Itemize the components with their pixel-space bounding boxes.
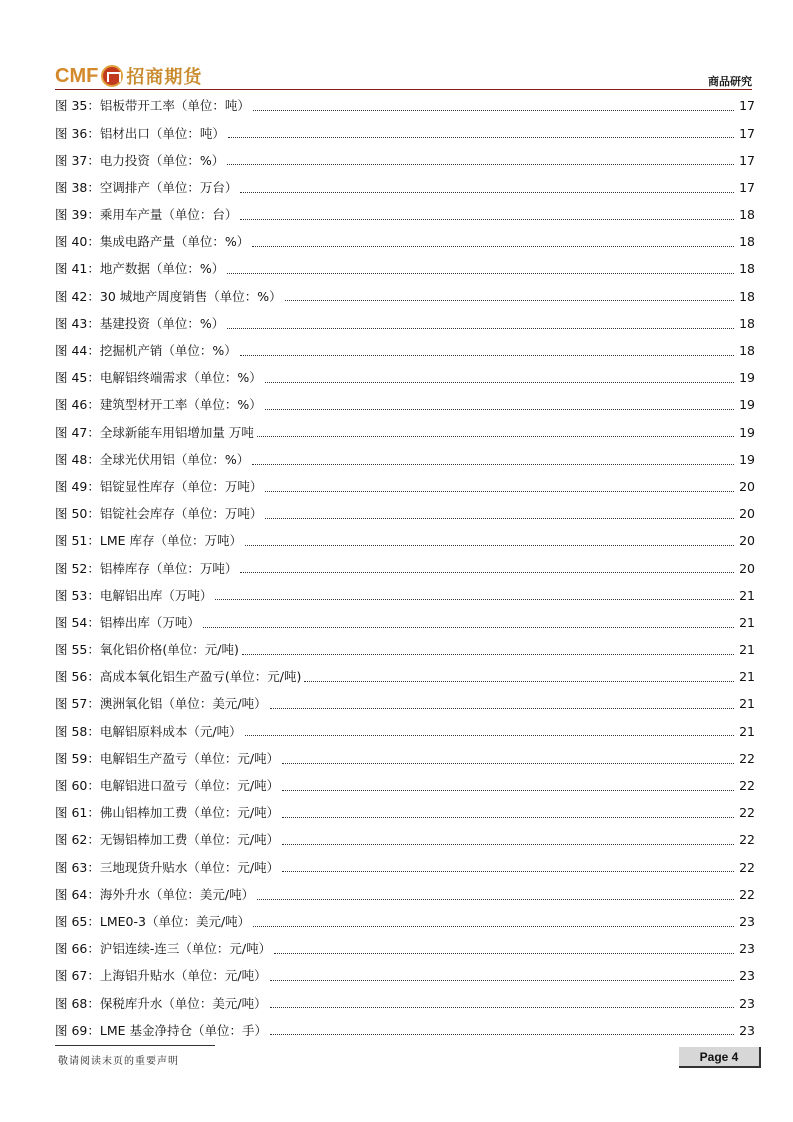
toc-entry-page[interactable]: 20 <box>739 506 755 522</box>
toc-entry[interactable] <box>55 229 755 256</box>
toc-entry-label[interactable]: 图 60：电解铝进口盈亏（单位：元/吨） <box>55 778 280 794</box>
toc-dot-leader <box>270 1007 734 1008</box>
logo-chinese-text: 招商期货 <box>126 67 203 88</box>
toc-entry-page[interactable]: 21 <box>739 696 755 712</box>
toc-dot-leader <box>227 273 734 274</box>
toc-dot-leader <box>227 328 734 329</box>
toc-dot-leader <box>240 355 734 356</box>
toc-entry-page[interactable]: 18 <box>739 288 755 304</box>
toc-entry[interactable] <box>55 746 755 773</box>
toc-dot-leader <box>270 980 734 981</box>
toc-entry-page[interactable]: 22 <box>739 832 755 848</box>
toc-entry[interactable] <box>55 419 755 446</box>
toc-entry-page[interactable]: 22 <box>739 859 755 875</box>
toc-entry[interactable] <box>55 93 755 120</box>
toc-entry-page[interactable]: 18 <box>739 261 755 277</box>
toc-entry-page[interactable]: 17 <box>739 179 755 195</box>
toc-dot-leader <box>253 110 734 111</box>
toc-dot-leader <box>265 518 734 519</box>
toc-entry[interactable] <box>55 555 755 582</box>
toc-entry-label[interactable]: 图 67：上海铝升贴水（单位：元/吨） <box>55 968 267 984</box>
toc-entry-label[interactable]: 图 63：三地现货升贴水（单位：元/吨） <box>55 859 280 875</box>
toc-entry-label[interactable]: 图 69：LME 基金净持仓（单位：手） <box>55 1022 268 1038</box>
toc-entry-label[interactable]: 图 66：沪铝连续-连三（单位：元/吨） <box>55 941 272 957</box>
toc-entry-label[interactable]: 图 38：空调排产（单位：万台） <box>55 179 238 195</box>
toc-dot-leader <box>245 735 734 736</box>
toc-entry-label[interactable]: 图 68：保税库升水（单位：美元/吨） <box>55 995 267 1011</box>
toc-entry-label[interactable]: 图 41：地产数据（单位：%） <box>55 261 225 277</box>
toc-dot-leader <box>270 1034 734 1035</box>
toc-dot-leader <box>304 681 734 682</box>
toc-entry-page[interactable]: 19 <box>739 424 755 440</box>
toc-entry-page[interactable]: 21 <box>739 614 755 630</box>
toc-entry[interactable] <box>55 202 755 229</box>
toc-entry[interactable] <box>55 909 755 936</box>
toc-entry-label[interactable]: 图 58：电解铝原料成本（元/吨） <box>55 723 242 739</box>
toc-entry-page[interactable]: 22 <box>739 886 755 902</box>
toc-entry-page[interactable]: 19 <box>739 451 755 467</box>
toc-entry[interactable] <box>55 963 755 990</box>
toc-entry-label[interactable]: 图 64：海外升水（单位：美元/吨） <box>55 886 255 902</box>
toc-entry-page[interactable]: 19 <box>739 397 755 413</box>
toc-entry-page[interactable]: 23 <box>739 968 755 984</box>
toc-entry[interactable] <box>55 582 755 609</box>
toc-entry-label[interactable]: 图 50：铝锭社会库存（单位：万吨） <box>55 506 263 522</box>
toc-entry-page[interactable]: 22 <box>739 805 755 821</box>
toc-entry-page[interactable]: 21 <box>739 587 755 603</box>
toc-dot-leader <box>282 817 734 818</box>
toc-dot-leader <box>274 953 734 954</box>
toc-entry-page[interactable]: 18 <box>739 234 755 250</box>
toc-dot-leader <box>282 844 734 845</box>
toc-entry-label[interactable]: 图 65：LME0-3（单位：美元/吨） <box>55 913 251 929</box>
toc-entry-label[interactable]: 图 52：铝棒库存（单位：万吨） <box>55 560 238 576</box>
toc-dot-leader <box>252 464 734 465</box>
toc-entry[interactable] <box>55 120 755 147</box>
company-logo <box>55 63 202 89</box>
toc-entry[interactable] <box>55 718 755 745</box>
toc-dot-leader <box>265 491 734 492</box>
toc-entry[interactable] <box>55 365 755 392</box>
footer-divider <box>55 1045 215 1046</box>
toc-dot-leader <box>257 436 734 437</box>
toc-entry[interactable] <box>55 283 755 310</box>
toc-entry[interactable] <box>55 392 755 419</box>
toc-entry-label[interactable]: 图 35：铝板带开工率（单位：吨） <box>55 98 250 114</box>
toc-dot-leader <box>265 409 734 410</box>
toc-dot-leader <box>252 246 734 247</box>
toc-entry-page[interactable]: 18 <box>739 315 755 331</box>
toc-dot-leader <box>215 599 734 600</box>
toc-entry-label[interactable]: 图 59：电解铝生产盈亏（单位：元/吨） <box>55 750 280 766</box>
toc-entry-page[interactable]: 21 <box>739 642 755 658</box>
toc-dot-leader <box>282 871 734 872</box>
toc-entry-page[interactable]: 17 <box>739 125 755 141</box>
toc-entry-label[interactable]: 图 54：铝棒出库（万吨） <box>55 614 200 630</box>
toc-entry[interactable] <box>55 854 755 881</box>
section-title: 商品研究 <box>708 75 752 88</box>
toc-entry[interactable] <box>55 800 755 827</box>
toc-entry[interactable] <box>55 637 755 664</box>
toc-entry-label[interactable]: 图 44：挖掘机产销（单位：%） <box>55 343 237 359</box>
toc-entry[interactable] <box>55 664 755 691</box>
toc-dot-leader <box>242 654 734 655</box>
toc-entry-label[interactable]: 图 37：电力投资（单位：%） <box>55 152 225 168</box>
toc-dot-leader <box>285 300 734 301</box>
toc-entry-label[interactable]: 图 48：全球光伏用铝（单位：%） <box>55 451 250 467</box>
toc-entry-label[interactable]: 图 36：铝材出口（单位：吨） <box>55 125 225 141</box>
toc-entry[interactable] <box>55 528 755 555</box>
toc-entry-label[interactable]: 图 53：电解铝出库（万吨） <box>55 587 213 603</box>
toc-entry-page[interactable]: 18 <box>739 343 755 359</box>
toc-entry-page[interactable]: 22 <box>739 750 755 766</box>
toc-dot-leader <box>253 926 734 927</box>
toc-entry-page[interactable]: 23 <box>739 913 755 929</box>
logo-emblem-icon <box>101 65 123 87</box>
toc-dot-leader <box>240 219 734 220</box>
toc-entry-label[interactable]: 图 61：佛山铝棒加工费（单位：元/吨） <box>55 805 280 821</box>
toc-entry[interactable] <box>55 474 755 501</box>
toc-entry-page[interactable]: 17 <box>739 98 755 114</box>
toc-entry-page[interactable]: 23 <box>739 995 755 1011</box>
toc-entry-page[interactable]: 21 <box>739 723 755 739</box>
toc-dot-leader <box>245 545 734 546</box>
toc-dot-leader <box>227 164 734 165</box>
toc-entry-page[interactable]: 21 <box>739 669 755 685</box>
page-number-badge: Page 4 <box>679 1047 761 1068</box>
header-divider <box>55 89 752 90</box>
figure-table-of-contents <box>55 93 755 1045</box>
toc-entry[interactable] <box>55 936 755 963</box>
toc-entry[interactable] <box>55 827 755 854</box>
toc-dot-leader <box>203 627 734 628</box>
toc-entry-label[interactable]: 图 57：澳洲氧化铝（单位：美元/吨） <box>55 696 267 712</box>
toc-entry-label[interactable]: 图 49：铝锭显性库存（单位：万吨） <box>55 478 263 494</box>
toc-dot-leader <box>270 708 734 709</box>
page-header <box>55 60 752 90</box>
toc-entry-label[interactable]: 图 46：建筑型材开工率（单位：%） <box>55 397 262 413</box>
toc-entry[interactable] <box>55 773 755 800</box>
toc-entry-label[interactable]: 图 56：高成本氧化铝生产盈亏(单位：元/吨) <box>55 669 302 685</box>
toc-entry-label[interactable]: 图 40：集成电路产量（单位：%） <box>55 234 250 250</box>
toc-dot-leader <box>265 382 734 383</box>
toc-entry-page[interactable]: 20 <box>739 478 755 494</box>
toc-entry-label[interactable]: 图 62：无锡铝棒加工费（单位：元/吨） <box>55 832 280 848</box>
toc-entry-page[interactable]: 23 <box>739 941 755 957</box>
toc-entry[interactable] <box>55 256 755 283</box>
toc-entry[interactable] <box>55 501 755 528</box>
toc-entry-page[interactable]: 22 <box>739 778 755 794</box>
toc-entry-label[interactable]: 图 45：电解铝终端需求（单位：%） <box>55 370 262 386</box>
toc-entry-page[interactable]: 20 <box>739 533 755 549</box>
toc-dot-leader <box>240 192 734 193</box>
toc-entry-label[interactable]: 图 39：乘用车产量（单位：台） <box>55 207 238 223</box>
toc-entry-label[interactable]: 图 47：全球新能车用铝增加量 万吨 <box>55 424 254 440</box>
logo-cmf-text: CMF <box>55 64 99 87</box>
toc-entry[interactable] <box>55 338 755 365</box>
toc-entry-page[interactable]: 19 <box>739 370 755 386</box>
toc-entry-label[interactable]: 图 55：氧化铝价格(单位：元/吨) <box>55 642 239 658</box>
toc-entry[interactable] <box>55 175 755 202</box>
toc-entry[interactable] <box>55 311 755 338</box>
toc-entry-page[interactable]: 18 <box>739 207 755 223</box>
toc-entry[interactable] <box>55 691 755 718</box>
toc-dot-leader <box>257 899 734 900</box>
toc-entry[interactable] <box>55 147 755 174</box>
toc-entry-page[interactable]: 20 <box>739 560 755 576</box>
toc-entry[interactable] <box>55 446 755 473</box>
toc-entry-label[interactable]: 图 43：基建投资（单位：%） <box>55 315 225 331</box>
toc-dot-leader <box>282 790 734 791</box>
toc-dot-leader <box>228 137 734 138</box>
toc-dot-leader <box>240 572 734 573</box>
toc-entry-page[interactable]: 17 <box>739 152 755 168</box>
toc-entry-page[interactable]: 23 <box>739 1022 755 1038</box>
toc-dot-leader <box>282 763 734 764</box>
toc-entry-label[interactable]: 图 42：30 城地产周度销售（单位：%） <box>55 288 282 304</box>
toc-entry[interactable] <box>55 610 755 637</box>
toc-entry-label[interactable]: 图 51：LME 库存（单位：万吨） <box>55 533 243 549</box>
toc-entry[interactable] <box>55 881 755 908</box>
toc-entry[interactable] <box>55 1017 755 1044</box>
toc-entry[interactable] <box>55 990 755 1017</box>
footer-disclaimer: 敬请阅读末页的重要声明 <box>58 1056 179 1067</box>
